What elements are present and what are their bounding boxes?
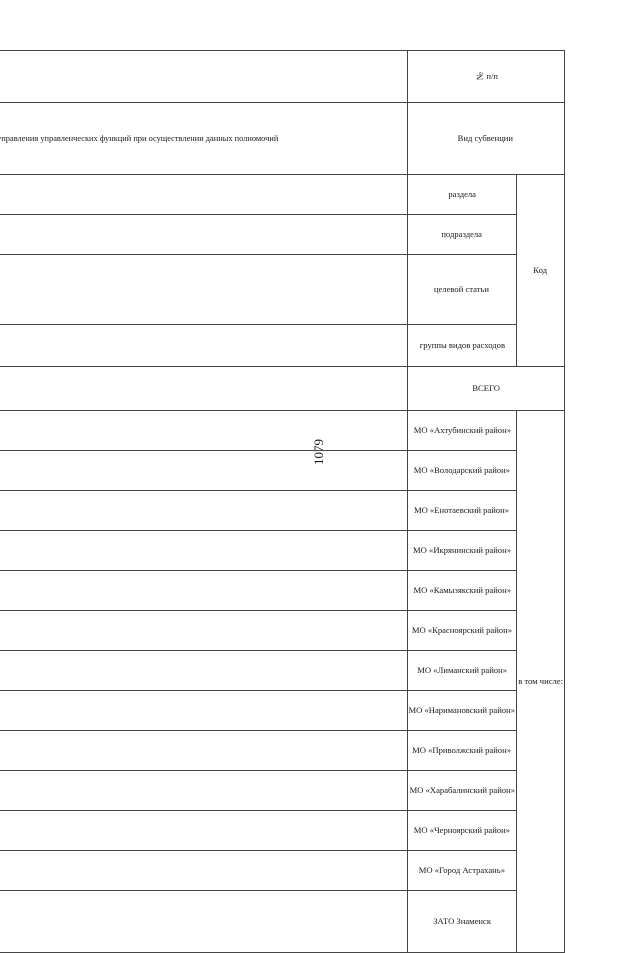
header-municipality: [407, 411, 517, 451]
municipality-label: МО «Харабалинский район»: [409, 786, 514, 796]
header-municipality: [407, 731, 517, 771]
municipality-label: МО «Лиманский район»: [417, 666, 507, 676]
header-municipality: [407, 891, 517, 953]
row-value: [0, 491, 407, 531]
row-description: [0, 103, 407, 175]
subvention-table-sheet: [145, 50, 565, 872]
municipality-label: МО «Черноярский район»: [414, 826, 510, 836]
row-section: [0, 175, 407, 215]
header-code-group-type-label: группы видов расходов: [419, 341, 504, 351]
header-row-top: [517, 51, 565, 953]
row-value: [0, 851, 407, 891]
municipality-label: МО «Енотаевский район»: [414, 506, 509, 516]
row-value: [0, 611, 407, 651]
row-target: [0, 255, 407, 325]
municipality-label: ЗАТО Знаменск: [433, 917, 491, 927]
header-code-label: Код: [534, 266, 548, 276]
header-municipality: [407, 451, 517, 491]
row-value: [0, 571, 407, 611]
header-num-label: № п/п: [474, 72, 498, 82]
header-municipality: [407, 691, 517, 731]
municipality-label: МО «Володарский район»: [414, 466, 510, 476]
header-municipality: [407, 611, 517, 651]
municipality-label: МО «Наримановский район»: [409, 706, 516, 716]
row-value: [0, 451, 407, 491]
row-value: [0, 691, 407, 731]
header-code-section: [407, 175, 517, 215]
header-including: [517, 411, 565, 953]
header-code-group-type: [407, 325, 517, 367]
row-value: [0, 771, 407, 811]
header-municipality: [407, 531, 517, 571]
header-total: [407, 367, 564, 411]
municipality-label: МО «Город Астрахань»: [419, 866, 505, 876]
header-code-subsection-label: подраздела: [442, 230, 483, 240]
header-code-target-label: целевой статьи: [434, 285, 489, 295]
table-row: [0, 51, 407, 953]
row-subsection: [0, 215, 407, 255]
header-including-label: в том числе:: [518, 677, 563, 687]
row-value: [0, 731, 407, 771]
header-code-subsection: [407, 215, 517, 255]
row-num: [0, 51, 407, 103]
header-code-section-label: раздела: [448, 190, 476, 200]
header-num: [407, 51, 564, 103]
row-total: [0, 367, 407, 411]
header-code-target: [407, 255, 517, 325]
row-value: [0, 411, 407, 451]
page-number: 1079: [307, 437, 331, 467]
header-municipality: [407, 651, 517, 691]
municipality-label: МО «Красноярский район»: [412, 626, 512, 636]
municipality-label: МО «Приволжский район»: [412, 746, 511, 756]
municipality-label: МО «Камызякский район»: [413, 586, 511, 596]
header-code-group: [517, 175, 565, 367]
header-municipality: [407, 811, 517, 851]
subvention-table: [0, 50, 565, 953]
row-value: [0, 811, 407, 851]
row-value: [0, 891, 407, 953]
municipality-label: МО «Икрянинский район»: [413, 546, 511, 556]
header-municipality: [407, 571, 517, 611]
row-value: [0, 651, 407, 691]
municipality-label: МО «Ахтубинский район»: [413, 426, 510, 436]
header-total-label: ВСЕГО: [472, 384, 500, 394]
header-municipality: [407, 771, 517, 811]
header-row-middle: [407, 51, 517, 953]
header-municipality: [407, 491, 517, 531]
row-description-text: равленческих функций при осуществлении данных полномочий: [0, 134, 406, 144]
row-value: [0, 531, 407, 571]
header-subvention-label: Вид субвенции: [458, 134, 513, 144]
header-subvention: [407, 103, 564, 175]
row-group: [0, 325, 407, 367]
header-municipality: [407, 851, 517, 891]
